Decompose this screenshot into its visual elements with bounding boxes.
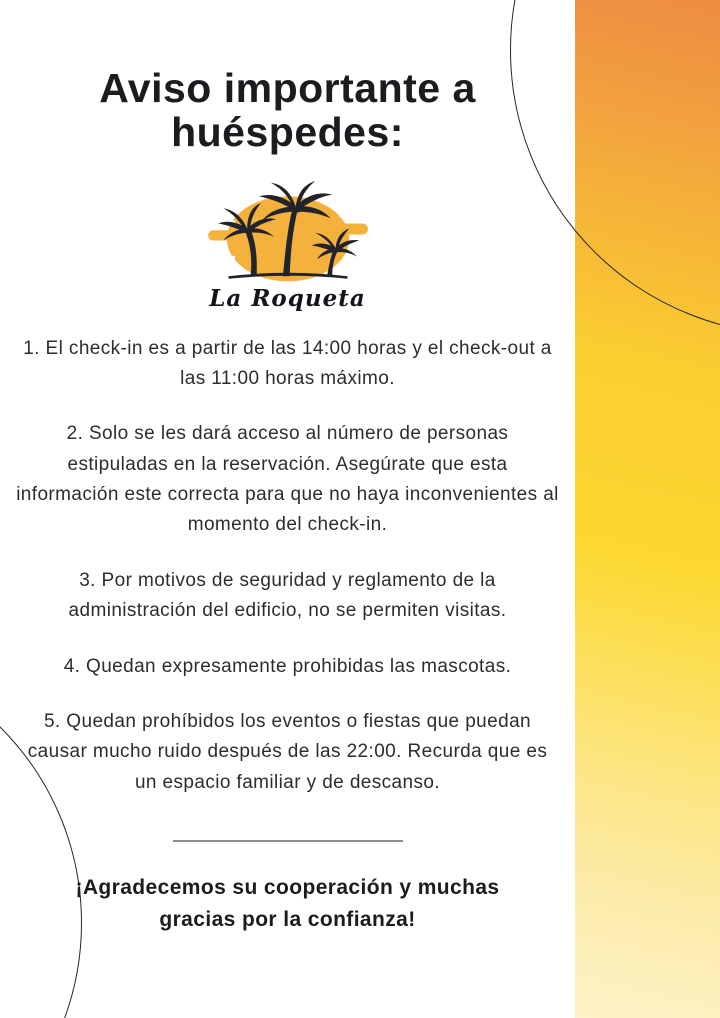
page-title-line1: Aviso importante a: [99, 65, 476, 111]
rule-item-3: 3. Por motivos de seguridad y reglamento de la administración del edificio, no se permiten visitas.: [68, 569, 507, 622]
page-title-line2: huéspedes:: [171, 109, 404, 156]
palm-trees-sun-icon: [203, 181, 373, 283]
brand-logo: [15, 181, 560, 312]
page-title: [15, 66, 560, 155]
brand-name: La Roqueta: [209, 284, 366, 312]
rule-item-5: 5. Quedan prohíbidos los eventos o fiestas que puedan causar mucho ruido después de las 22:00. Recurda que es un espacio familiar y de descanso.: [27, 711, 548, 793]
rules-list: [15, 334, 560, 799]
divider-line: [173, 840, 403, 842]
closing-message: ¡Agradecemos su cooperación y muchas gracias por la confianza!: [75, 876, 500, 931]
rule-item-4: 4. Quedan expresamente prohibidas las mascotas.: [63, 655, 512, 677]
rule-item-2: 2. Solo se les dará acceso al número de personas estipuladas en la reservación. Asegúrate que esta información este correcta para que no haya inconvenientes al momento del check-in.: [16, 423, 559, 536]
notice-content: [15, 0, 560, 935]
rule-item-1: 1. El check-in es a partir de las 14:00 horas y el check-out a las 11:00 horas máximo.: [23, 337, 552, 389]
